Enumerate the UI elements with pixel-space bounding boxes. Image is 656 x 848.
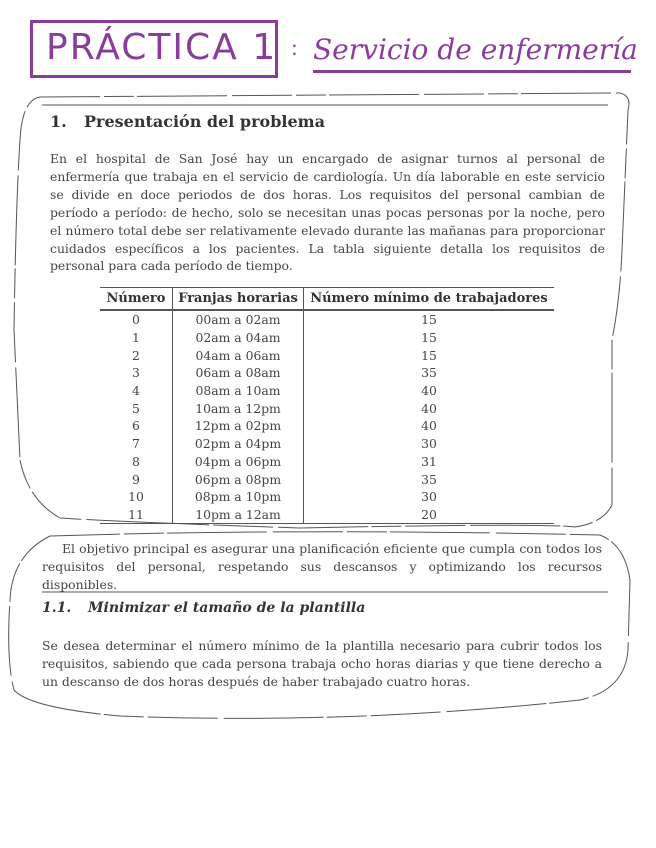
column-header-min-workers: Número mínimo de trabajadores [304,288,555,311]
cell-period-number: 11 [100,506,173,524]
cell-min-workers: 40 [421,383,437,399]
cell-period-number: 8 [100,453,173,471]
table-row [100,399,554,417]
cell-min-workers: 35 [421,365,437,381]
subsection-number: 1.1. [42,600,72,616]
subsection-heading [42,600,365,616]
table-row [100,435,554,453]
table-row [100,488,554,506]
table-row [100,346,554,364]
cell-time-slot: 08am a 10am [173,382,304,400]
cell-time-slot: 00am a 02am [173,310,304,329]
cell-min-workers: 40 [421,418,437,434]
intro-paragraph: En el hospital de San José hay un encargado de asignar turnos al personal de enfermería que trabaja en el servicio de cardiología. Un día laborable en este servicio se divide en doce periodos de dos horas. Los requisitos del personal cambian de período a período: de hecho, solo se necesitan unas pocas personas por la noche, pero el número total debe ser relativamente elevado durante las mañanas para proporcionar cuidados específicos a los pacientes. La tabla siguiente detalla los requisitos de personal para cada período de tiempo. [50,151,605,274]
section-title: Presentación del problema [84,112,325,131]
table-header-row [100,288,554,311]
column-header-number: Número [100,288,173,311]
practice-title: PRÁCTICA 1 [46,27,278,68]
cell-min-workers: 30 [421,436,437,452]
cell-period-number: 4 [100,382,173,400]
cell-period-number: 1 [100,329,173,347]
cell-min-workers: 35 [421,471,437,487]
table-body [100,310,554,524]
cell-min-workers: 15 [421,347,437,363]
cell-min-workers: 40 [421,400,437,416]
table-row [100,382,554,400]
objective-paragraph: El objetivo principal es asegurar una planificación eficiente que cumpla con todos los requisitos del personal, respetando sus descansos y optimizando los recursos disponibles. [42,541,602,592]
cell-time-slot: 02am a 04am [173,329,304,347]
cell-period-number: 7 [100,435,173,453]
table-row [100,453,554,471]
column-header-time-slots: Franjas horarias [173,288,304,311]
cell-time-slot: 06am a 08am [173,364,304,382]
cell-period-number: 5 [100,399,173,417]
cell-min-workers: 30 [421,489,437,505]
cell-min-workers: 15 [421,330,437,346]
cell-period-number: 2 [100,346,173,364]
staff-requirements-table [100,287,554,524]
cell-time-slot: 10am a 12pm [173,399,304,417]
cell-period-number: 6 [100,417,173,435]
table-row [100,310,554,329]
practice-subtitle: Servicio de enfermería [313,33,638,66]
table-row [100,417,554,435]
cell-period-number: 9 [100,470,173,488]
cell-min-workers: 20 [304,506,555,524]
section-number: 1. [50,112,67,131]
subsection-paragraph: Se desea determinar el número mínimo de la plantilla necesario para cubrir todos los requisitos, sabiendo que cada persona trabaja ocho horas diarias y que tiene derecho a un descanso de dos horas después de haber trabajado cuatro horas. [42,638,602,689]
cell-period-number: 3 [100,364,173,382]
cell-period-number: 10 [100,488,173,506]
title-separator: : [291,36,298,60]
cell-time-slot: 04pm a 06pm [173,453,304,471]
table-row [100,470,554,488]
cell-min-workers: 31 [421,453,437,469]
cell-time-slot: 02pm a 04pm [173,435,304,453]
cell-period-number: 0 [100,310,173,329]
cell-time-slot: 04am a 06am [173,346,304,364]
table-row [100,364,554,382]
cell-min-workers: 15 [304,310,555,329]
cell-time-slot: 06pm a 08pm [173,470,304,488]
cell-time-slot: 10pm a 12am [173,506,304,524]
subsection-title: Minimizar el tamaño de la plantilla [88,600,366,616]
cell-time-slot: 12pm a 02pm [173,417,304,435]
cell-time-slot: 08pm a 10pm [173,488,304,506]
section-heading [50,112,325,131]
table-row [100,329,554,347]
table-row [100,506,554,524]
